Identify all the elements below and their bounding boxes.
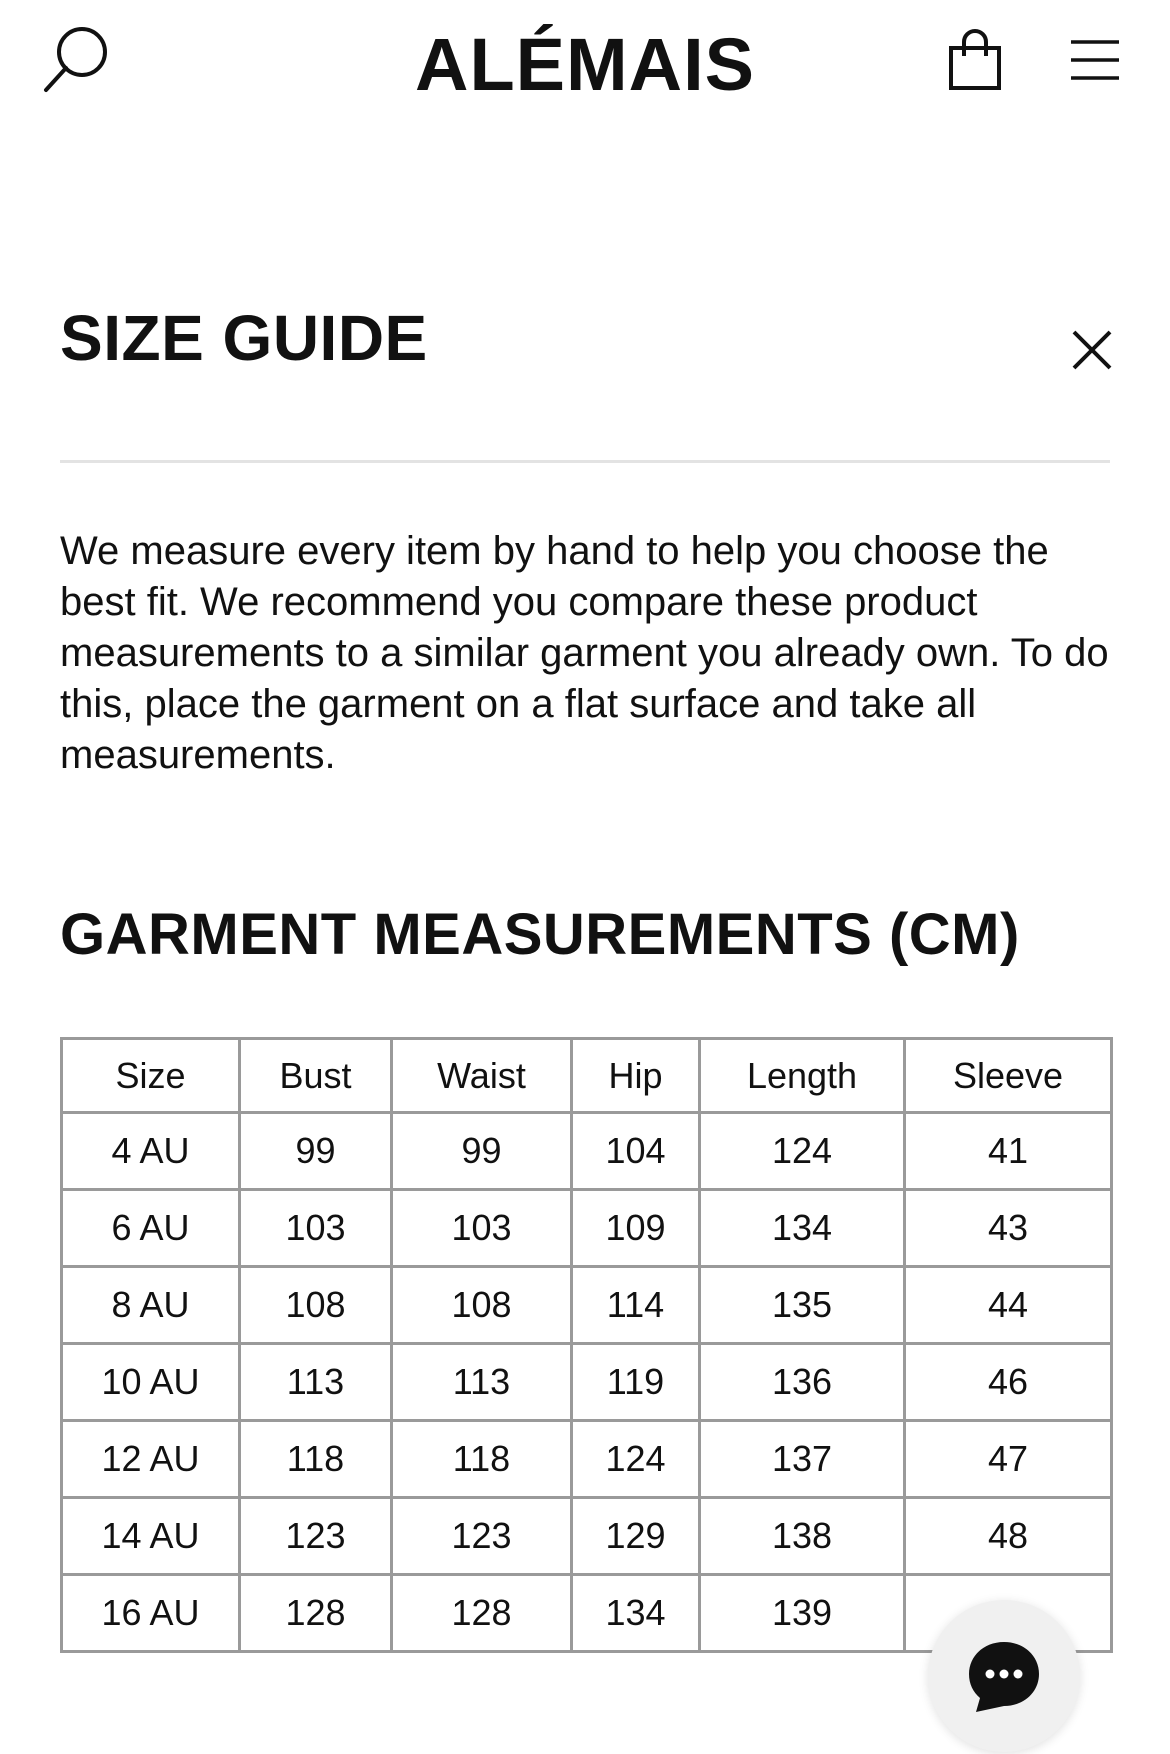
table-row (62, 1190, 1112, 1267)
column-header: Hip (572, 1039, 700, 1113)
table-cell: 137 (700, 1421, 905, 1498)
table-cell: 124 (700, 1113, 905, 1190)
table-cell: 12 AU (62, 1421, 240, 1498)
table-cell: 123 (392, 1498, 572, 1575)
cart-button[interactable] (935, 20, 1015, 100)
table-cell: 128 (240, 1575, 392, 1652)
table-cell: 10 AU (62, 1344, 240, 1421)
table-cell: 129 (572, 1498, 700, 1575)
table-cell: 136 (700, 1344, 905, 1421)
column-header: Size (62, 1039, 240, 1113)
table-row (62, 1267, 1112, 1344)
search-icon (40, 24, 112, 96)
brand-logo[interactable]: ALÉMAIS (415, 23, 755, 106)
table-cell: 123 (240, 1498, 392, 1575)
table-cell: 134 (700, 1190, 905, 1267)
table-cell: 103 (392, 1190, 572, 1267)
table-cell: 99 (240, 1113, 392, 1190)
table-cell: 109 (572, 1190, 700, 1267)
column-header: Sleeve (905, 1039, 1112, 1113)
table-cell: 103 (240, 1190, 392, 1267)
table-cell: 118 (240, 1421, 392, 1498)
table-cell: 48 (905, 1498, 1112, 1575)
table-cell: 138 (700, 1498, 905, 1575)
table-header-row (62, 1039, 1112, 1113)
table-cell: 139 (700, 1575, 905, 1652)
menu-button[interactable] (1055, 20, 1135, 100)
chat-button[interactable] (928, 1600, 1080, 1752)
column-header: Waist (392, 1039, 572, 1113)
column-header: Bust (240, 1039, 392, 1113)
table-cell: 43 (905, 1190, 1112, 1267)
table-cell: 124 (572, 1421, 700, 1498)
table-row (62, 1113, 1112, 1190)
table-cell: 104 (572, 1113, 700, 1190)
table-cell: 135 (700, 1267, 905, 1344)
table-cell: 44 (905, 1267, 1112, 1344)
table-cell: 41 (905, 1113, 1112, 1190)
table-cell: 134 (572, 1575, 700, 1652)
close-icon (1060, 318, 1124, 382)
size-guide-title: SIZE GUIDE (60, 302, 428, 374)
hamburger-menu-icon (1069, 36, 1121, 84)
chat-bubble-icon (966, 1638, 1042, 1714)
table-cell: 6 AU (62, 1190, 240, 1267)
table-cell: 113 (240, 1344, 392, 1421)
table-cell: 8 AU (62, 1267, 240, 1344)
shopping-bag-icon (947, 28, 1003, 92)
table-cell: 14 AU (62, 1498, 240, 1575)
table-cell: 16 AU (62, 1575, 240, 1652)
search-button[interactable] (36, 20, 116, 100)
title-divider (60, 460, 1110, 463)
table-row (62, 1421, 1112, 1498)
table-cell: 108 (392, 1267, 572, 1344)
table-cell: 4 AU (62, 1113, 240, 1190)
table-cell: 114 (572, 1267, 700, 1344)
measurements-heading: GARMENT MEASUREMENTS (CM) (60, 902, 1020, 967)
table-row (62, 1344, 1112, 1421)
table-cell: 108 (240, 1267, 392, 1344)
site-header (0, 0, 1170, 130)
measurements-table (60, 1037, 1113, 1653)
table-cell: 99 (392, 1113, 572, 1190)
intro-text: We measure every item by hand to help you choose the best fit. We recommend you compare these product measurements to a similar garment you already own. To do this, place the garment on a flat surface and take all measurements. (60, 529, 1109, 777)
table-cell: 47 (905, 1421, 1112, 1498)
table-row (62, 1498, 1112, 1575)
table-cell: 46 (905, 1344, 1112, 1421)
table-cell: 128 (392, 1575, 572, 1652)
table-cell: 113 (392, 1344, 572, 1421)
table-cell: 119 (572, 1344, 700, 1421)
close-button[interactable] (1060, 318, 1124, 382)
table-cell: 118 (392, 1421, 572, 1498)
column-header: Length (700, 1039, 905, 1113)
